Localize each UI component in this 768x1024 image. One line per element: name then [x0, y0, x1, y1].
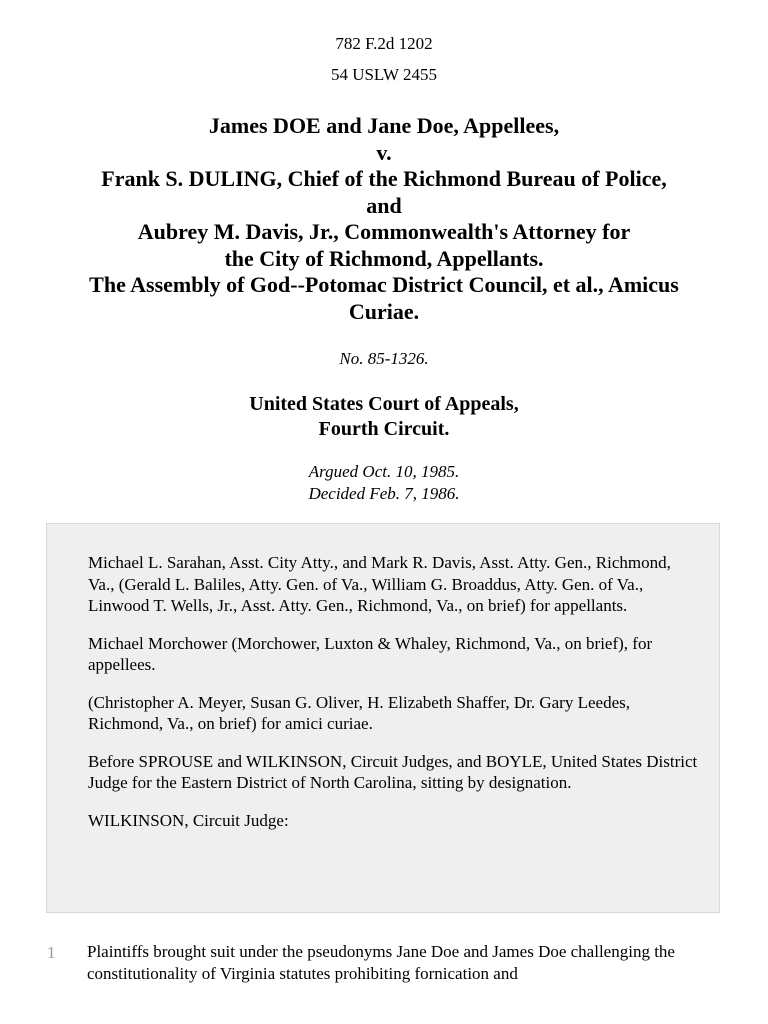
counsel-amici: (Christopher A. Meyer, Susan G. Oliver, H. Elizabeth Shaffer, Dr. Gary Leedes, Richmond, Va., on brief) for amici curiae.	[88, 692, 630, 733]
opinion-paragraph: Plaintiffs brought suit under the pseudonyms Jane Doe and James Doe challenging the constitutionality of Virginia statutes prohibiting fornication and	[87, 942, 675, 983]
judges-panel: Before SPROUSE and WILKINSON, Circuit Judges, and BOYLE, United States District Judge for the Eastern District of North Carolina, sitting by designation.	[88, 751, 698, 792]
paragraph-number: 1	[47, 943, 56, 962]
caption-line: Curiae.	[348, 298, 420, 324]
decided-date: Decided Feb. 7, 1986.	[308, 484, 460, 503]
reporter-citation: 782 F.2d 1202	[335, 34, 433, 53]
caption-line: and	[366, 192, 402, 218]
uslw-citation: 54 USLW 2455	[330, 65, 438, 84]
caption-line: Frank S. DULING, Chief of the Richmond Bureau of Police,	[101, 166, 667, 191]
caption-line: Aubrey M. Davis, Jr., Commonwealth's Attorney for	[137, 219, 631, 244]
court-line: Fourth Circuit.	[318, 418, 450, 440]
case-caption	[20, 113, 748, 325]
caption-line: v.	[376, 139, 392, 165]
counsel-appellees: Michael Morchower (Morchower, Luxton & Whaley, Richmond, Va., on brief), for appellees.	[88, 633, 653, 674]
argued-date: Argued Oct. 10, 1985.	[308, 462, 460, 481]
docket-number: No. 85-1326.	[339, 349, 429, 368]
court-line: United States Court of Appeals,	[249, 393, 519, 415]
counsel-appellants: Michael L. Sarahan, Asst. City Atty., and Mark R. Davis, Asst. Atty. Gen., Richmond, Va., (Gerald L. Baliles, Atty. Gen. of Va., William G. Broaddus, Atty. Gen. of Va., Linwood T. Wells, Jr., Asst. Atty. Gen., Richmond, Va., on brief) for appellants.	[88, 553, 671, 615]
caption-line: James DOE and Jane Doe, Appellees,	[208, 113, 560, 138]
caption-line: the City of Richmond, Appellants.	[224, 245, 544, 271]
case-dates	[0, 461, 768, 505]
court-name	[0, 392, 768, 442]
counsel-panel	[46, 523, 720, 913]
opinion-author: WILKINSON, Circuit Judge:	[88, 810, 289, 830]
caption-line: The Assembly of God--Potomac District Council, et al., Amicus	[89, 272, 679, 297]
